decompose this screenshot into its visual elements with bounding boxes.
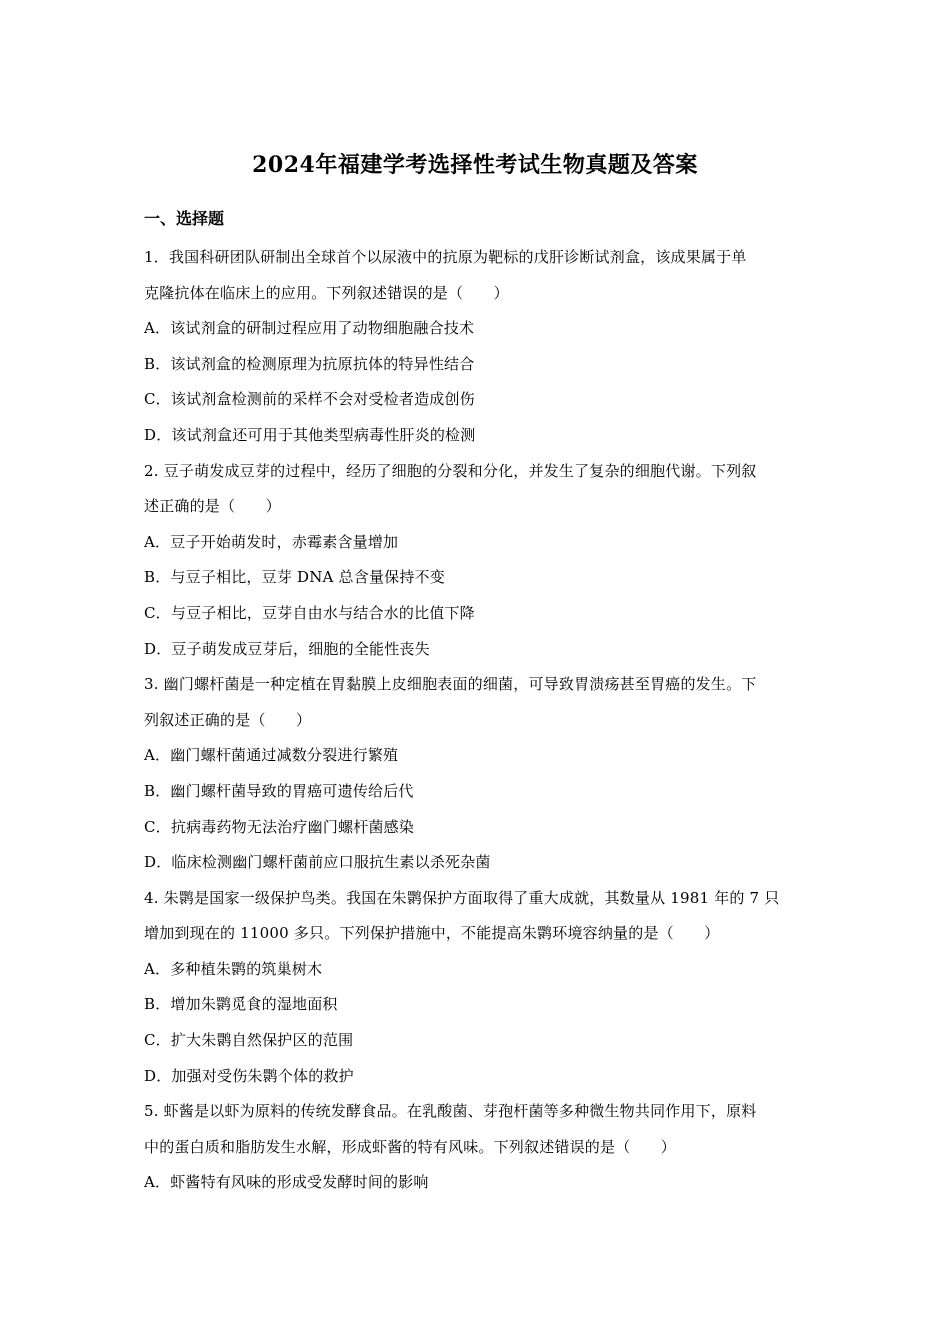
option-a: A．虾酱特有风味的形成受发酵时间的影响 bbox=[144, 1173, 429, 1192]
question-stem-line: 1．我国科研团队研制出全球首个以尿液中的抗原为靶标的戊肝诊断试剂盒，该成果属于单 bbox=[144, 248, 747, 266]
question-stem-line: 列叙述正确的是（ ） bbox=[144, 710, 312, 729]
section-heading: 一、选择题 bbox=[144, 209, 225, 228]
question-stem-line: 2. 豆子萌发成豆芽的过程中，经历了细胞的分裂和分化，并发生了复杂的细胞代谢。下列叙 bbox=[144, 461, 757, 480]
question-stem-line: 4. 朱鹮是国家一级保护鸟类。我国在朱鹮保护方面取得了重大成就，其数量从 1981 年的 7 只 bbox=[144, 888, 780, 907]
question-stem-line: 5. 虾酱是以虾为原料的传统发酵食品。在乳酸菌、芽孢杆菌等多种微生物共同作用下，原料 bbox=[144, 1102, 757, 1121]
question-stem-line: 述正确的是（ ） bbox=[144, 497, 281, 516]
option-c: C．该试剂盒检测前的采样不会对受检者造成创伤 bbox=[144, 390, 475, 409]
option-b: B．增加朱鹮觅食的湿地面积 bbox=[144, 995, 338, 1014]
option-d: D．加强对受伤朱鹮个体的救护 bbox=[144, 1066, 354, 1085]
question-5 bbox=[144, 1094, 808, 1201]
option-d: D．该试剂盒还可用于其他类型病毒性肝炎的检测 bbox=[144, 425, 476, 444]
question-stem-line: 增加到现在的 11000 多只。下列保护措施中，不能提高朱鹮环境容纳量的是（ ） bbox=[144, 924, 720, 943]
page-title: 2024年福建学考选择性考试生物真题及答案 bbox=[252, 152, 698, 178]
question-1 bbox=[144, 240, 808, 454]
option-b: B．该试剂盒的检测原理为抗原抗体的特异性结合 bbox=[144, 354, 475, 373]
question-list bbox=[144, 240, 808, 1201]
question-3 bbox=[144, 667, 808, 881]
option-a: A．豆子开始萌发时，赤霉素含量增加 bbox=[144, 532, 399, 551]
question-stem-line: 克隆抗体在临床上的应用。下列叙述错误的是（ ） bbox=[144, 283, 509, 302]
question-stem-line: 中的蛋白质和脂肪发生水解，形成虾酱的特有风味。下列叙述错误的是（ ） bbox=[144, 1137, 677, 1156]
question-4 bbox=[144, 881, 808, 1095]
question-2 bbox=[144, 454, 808, 668]
option-b: B．与豆子相比，豆芽 DNA 总含量保持不变 bbox=[144, 568, 445, 587]
option-c: C．抗病毒药物无法治疗幽门螺杆菌感染 bbox=[144, 817, 415, 836]
option-d: D．豆子萌发成豆芽后，细胞的全能性丧失 bbox=[144, 639, 430, 658]
option-b: B．幽门螺杆菌导致的胃癌可遗传给后代 bbox=[144, 781, 414, 800]
option-d: D．临床检测幽门螺杆菌前应口服抗生素以杀死杂菌 bbox=[144, 853, 491, 872]
option-c: C．扩大朱鹮自然保护区的范围 bbox=[144, 1031, 354, 1050]
option-a: A．幽门螺杆菌通过减数分裂进行繁殖 bbox=[144, 746, 399, 765]
option-a: A．多种植朱鹮的筑巢树木 bbox=[144, 959, 323, 978]
option-a: A．该试剂盒的研制过程应用了动物细胞融合技术 bbox=[144, 319, 475, 338]
question-stem-line: 3. 幽门螺杆菌是一种定植在胃黏膜上皮细胞表面的细菌，可导致胃溃疡甚至胃癌的发生。下 bbox=[144, 675, 757, 694]
option-c: C．与豆子相比，豆芽自由水与结合水的比值下降 bbox=[144, 603, 475, 622]
